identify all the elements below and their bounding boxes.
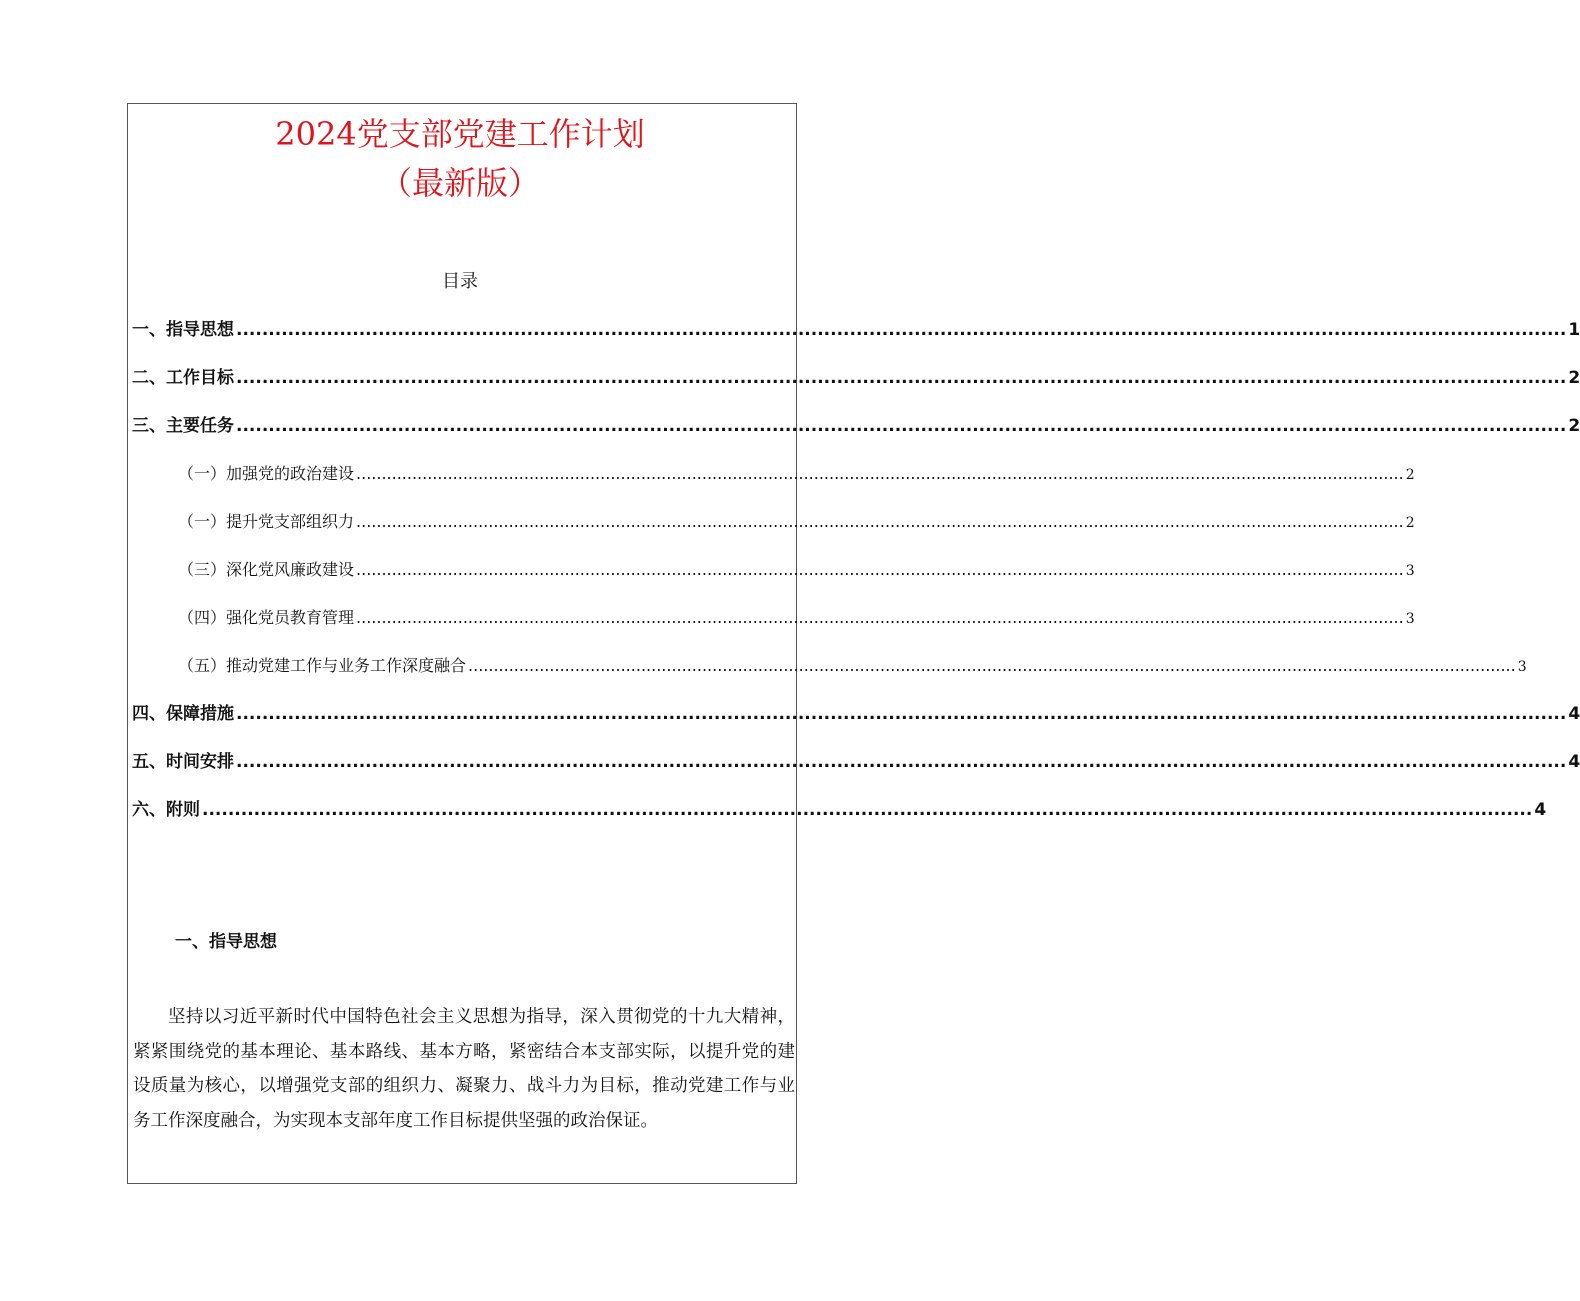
toc-leader: .............................................................................................................................................................................................................. xyxy=(236,368,1567,388)
toc-item-organizational-strength[interactable] xyxy=(178,509,1415,535)
toc-leader: .............................................................................................................................................................................................................. xyxy=(356,608,1404,627)
toc-page-number: 4 xyxy=(1534,800,1547,820)
toc-item-label: （四）强化党员教育管理 xyxy=(178,608,355,627)
toc-item-main-tasks[interactable] xyxy=(132,413,1580,439)
toc-heading: 目录 xyxy=(442,271,478,292)
toc-leader: .............................................................................................................................................................................................................. xyxy=(236,704,1567,724)
toc-page-number: 3 xyxy=(1405,611,1415,627)
toc-item-safeguards[interactable] xyxy=(132,701,1580,727)
toc-item-label: 六、附则 xyxy=(132,800,200,820)
toc-leader: .............................................................................................................................................................................................................. xyxy=(356,464,1404,483)
toc-leader: .............................................................................................................................................................................................................. xyxy=(468,656,1516,675)
toc-page-number: 2 xyxy=(1568,416,1580,436)
section-heading: 一、指导思想 xyxy=(175,932,277,952)
toc-item-guiding-thought[interactable] xyxy=(132,317,1580,343)
toc-page-number: 2 xyxy=(1568,368,1580,388)
toc-page-number: 4 xyxy=(1568,752,1580,772)
toc-item-label: 二、工作目标 xyxy=(132,368,234,388)
toc-page-number: 1 xyxy=(1568,320,1580,340)
toc-item-work-goals[interactable] xyxy=(132,365,1580,391)
toc-item-supplementary[interactable] xyxy=(132,797,1547,823)
toc-leader: .............................................................................................................................................................................................................. xyxy=(202,800,1533,820)
toc-leader: .............................................................................................................................................................................................................. xyxy=(236,416,1567,436)
toc-item-label: （一）提升党支部组织力 xyxy=(178,512,355,531)
toc-item-label: （五）推动党建工作与业务工作深度融合 xyxy=(178,656,467,675)
toc-item-deep-integration[interactable] xyxy=(178,653,1527,679)
toc-leader: .............................................................................................................................................................................................................. xyxy=(236,752,1567,772)
toc-item-label: （一）加强党的政治建设 xyxy=(178,464,355,483)
document-subtitle: （最新版） xyxy=(379,164,540,202)
toc-leader: .............................................................................................................................................................................................................. xyxy=(356,512,1404,531)
toc-item-schedule[interactable] xyxy=(132,749,1580,775)
toc-page-number: 3 xyxy=(1517,659,1527,675)
toc-item-political-building[interactable] xyxy=(178,461,1415,487)
toc-leader: .............................................................................................................................................................................................................. xyxy=(356,560,1404,579)
document-title: 2024党支部党建工作计划 xyxy=(275,115,645,153)
body-paragraph: 坚持以习近平新时代中国特色社会主义思想为指导，深入贯彻党的十九大精神，紧紧围绕党的基本理论、基本路线、基本方略，紧密结合本支部实际，以提升党的建设质量为核心，以增强党支部的组织力、凝聚力、战斗力为目标，推动党建工作与业务工作深度融合，为实现本支部年度工作目标提供坚强的政治保证。 xyxy=(133,1007,795,1131)
toc-page-number: 4 xyxy=(1568,704,1580,724)
toc-item-label: （三）深化党风廉政建设 xyxy=(178,560,355,579)
toc-leader: .............................................................................................................................................................................................................. xyxy=(236,320,1567,340)
toc-page-number: 3 xyxy=(1405,563,1415,579)
toc-item-label: 五、时间安排 xyxy=(132,752,234,772)
toc-item-label: 四、保障措施 xyxy=(132,704,234,724)
toc-item-label: 三、主要任务 xyxy=(132,416,234,436)
toc-page-number: 2 xyxy=(1405,515,1415,531)
toc-item-label: 一、指导思想 xyxy=(132,320,234,340)
toc-item-member-education[interactable] xyxy=(178,605,1415,631)
toc-item-integrity-building[interactable] xyxy=(178,557,1415,583)
toc-page-number: 2 xyxy=(1405,467,1415,483)
